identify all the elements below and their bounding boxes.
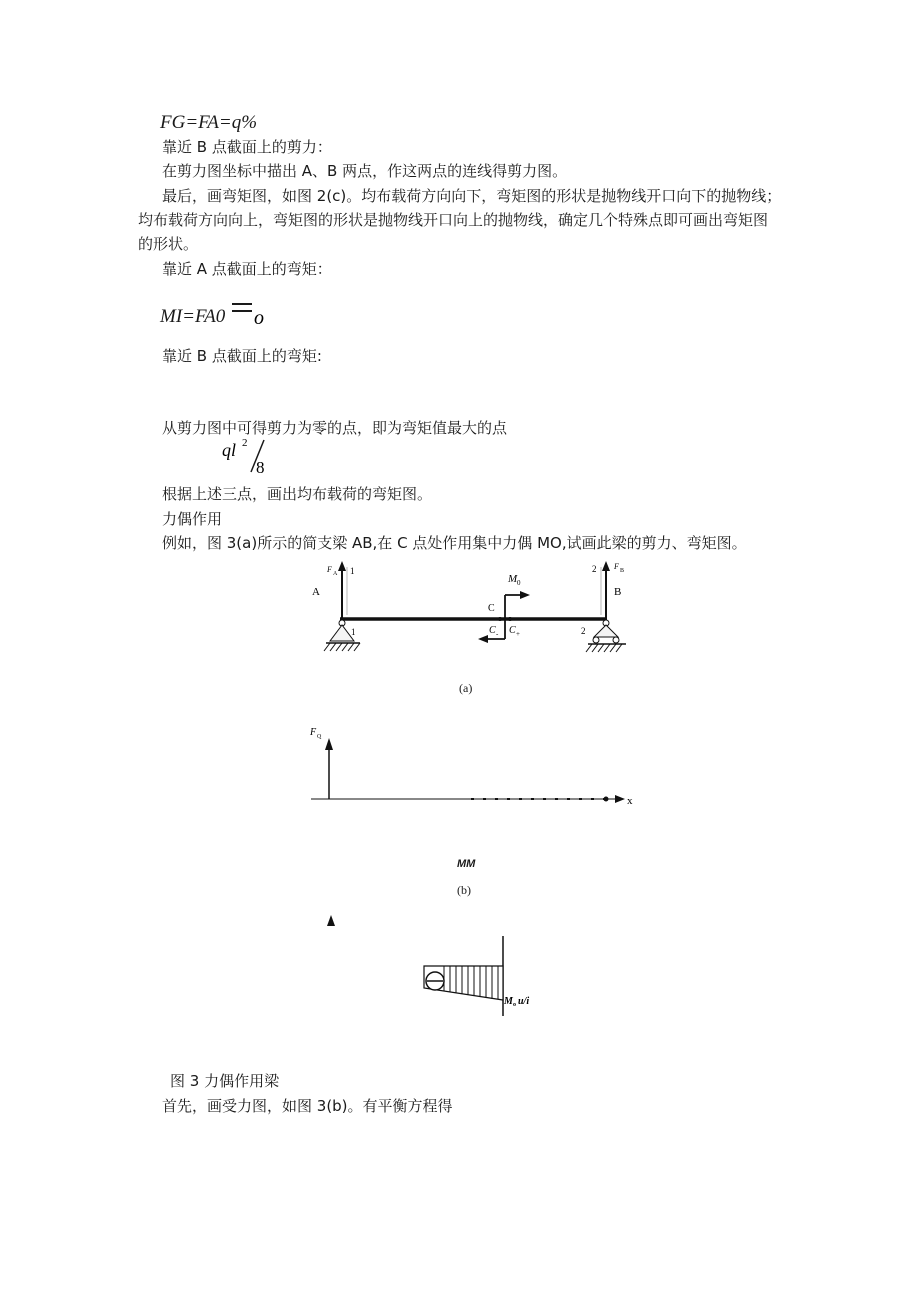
label-moment-sub: o <box>513 1002 516 1008</box>
formula-moment-mi: MI=FA0 <box>160 306 226 327</box>
ground-hatch-a <box>324 643 360 651</box>
label-moment-tail: u/i <box>518 996 530 1007</box>
label-fq-sub: Q <box>317 734 322 740</box>
label-a: A <box>312 586 320 598</box>
label-c-minus-sub: - <box>496 630 499 638</box>
paragraph-equilibrium: 首先，画受力图，如图 3(b)。有平衡方程得 <box>162 1097 453 1115</box>
label-c: C <box>488 603 495 614</box>
label-c-plus: C <box>509 625 516 636</box>
figure-3c-moment <box>320 910 580 1020</box>
formula-shear-fg: FG=FA=q% <box>160 112 258 133</box>
label-c-minus: C <box>489 625 496 636</box>
label-fb: F <box>614 562 619 571</box>
label-mm: MM <box>457 858 476 870</box>
label-fa: F <box>327 565 332 574</box>
couple-arrowhead-top <box>520 591 530 599</box>
label-mo: M <box>508 573 518 585</box>
ground-hatch-b <box>586 644 622 652</box>
figure-3-caption: 图 3 力偶作用梁 <box>170 1072 280 1090</box>
formula-ql2-num: ql <box>222 440 237 460</box>
label-1-top: 1 <box>350 566 355 576</box>
caption-fig-3a: (a) <box>459 681 473 695</box>
paragraph-example: 例如，图 3(a)所示的简支梁 AB,在 C 点处作用集中力偶 MO,试画此梁的剪力、弯矩图。 <box>162 534 747 552</box>
roller-b-left <box>593 637 599 643</box>
paragraph-shear-b: 靠近 B 点截面上的剪力： <box>162 138 332 156</box>
paragraph-draw-moment: 根据上述三点，画出均布载荷的弯矩图。 <box>162 485 433 503</box>
label-b: B <box>614 586 622 598</box>
reaction-arrowhead-b <box>602 561 610 571</box>
section-heading-couple: 力偶作用 <box>162 510 223 528</box>
paragraph-moment-intro-1: 最后，画弯矩图，如图 2(c)。均布载荷方向向下，弯矩图的形状是抛物线开口向下的抛物线； <box>162 187 782 205</box>
formula-ql2-over-8 <box>218 436 278 476</box>
roller-b-right <box>613 637 619 643</box>
paragraph-shear-plot: 在剪力图坐标中描出 A、B 两点，作这两点的连线得剪力图。 <box>162 162 568 180</box>
paragraph-moment-b: 靠近 B 点截面上的弯矩: <box>162 347 322 365</box>
point-c-minus <box>498 617 502 621</box>
paragraph-moment-a: 靠近 A 点截面上的弯矩： <box>162 260 332 278</box>
caption-fig-3b: (b) <box>457 883 471 897</box>
moment-arrowhead <box>327 915 335 926</box>
paragraph-zero-shear: 从剪力图中可得剪力为零的点，即为弯矩值最大的点 <box>162 419 508 437</box>
shear-x-arrowhead <box>615 795 625 803</box>
label-fq: F <box>310 727 317 738</box>
formula-ql2-den: 8 <box>256 458 265 477</box>
label-moment: M <box>504 996 513 1007</box>
paragraph-moment-intro-2: 均布载荷方向向上，弯矩图的形状是抛物线开口向上的抛物线，确定几个特殊点即可画出弯矩图 <box>138 211 769 229</box>
label-fa-sub: A <box>333 571 338 577</box>
paragraph-moment-intro-3: 的形状。 <box>138 235 199 253</box>
label-mo-sub: 0 <box>517 579 521 587</box>
figure-3b-shear <box>305 722 645 812</box>
couple-arrowhead-bottom <box>478 635 488 643</box>
label-1-bottom: 1 <box>351 627 356 637</box>
label-2-bottom: 2 <box>581 626 586 636</box>
label-x: x <box>627 795 633 807</box>
shear-y-arrowhead <box>325 738 333 750</box>
point-c-plus <box>508 617 512 621</box>
label-fb-sub: B <box>620 568 625 574</box>
support-b <box>594 625 618 637</box>
formula-mi-tail-graphic <box>230 296 270 329</box>
figure-3a-beam <box>300 555 640 695</box>
label-c-plus-sub: + <box>516 630 520 638</box>
formula-ql2-exp: 2 <box>242 437 248 449</box>
label-2-top: 2 <box>592 564 597 574</box>
shear-end-dot <box>604 797 609 802</box>
reaction-arrowhead-a <box>338 561 346 571</box>
formula-mi-tail: o <box>254 307 264 329</box>
